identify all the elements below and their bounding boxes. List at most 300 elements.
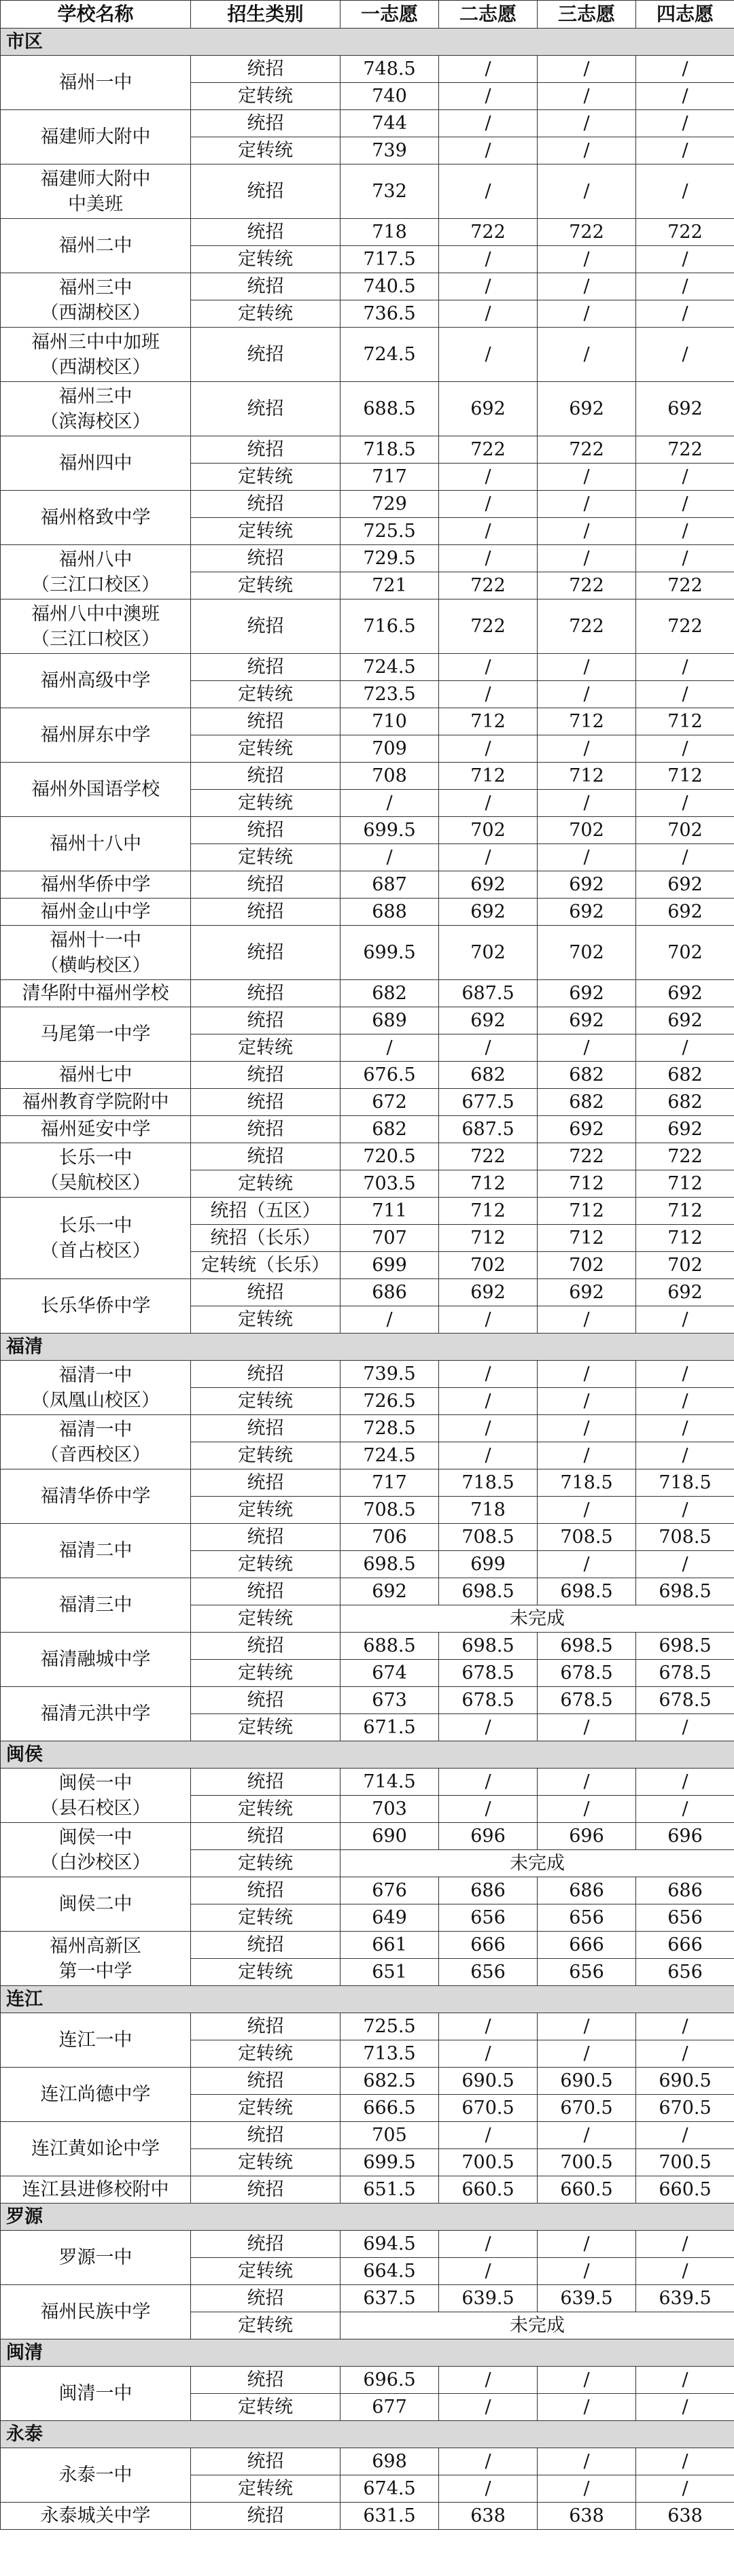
school-name-line: 福清融城中学 <box>40 1649 151 1670</box>
school-name-line: 长乐一中 <box>58 1147 133 1168</box>
first-choice-score: 748.5 <box>340 56 439 83</box>
header-admission-type: 招生类别 <box>191 1 340 29</box>
school-name <box>1 817 191 871</box>
third-choice-score: / <box>538 491 636 518</box>
first-choice-score: 698.5 <box>340 1551 439 1578</box>
third-choice-score: / <box>538 2122 636 2149</box>
table-row <box>1 926 734 980</box>
first-choice-score: 696.5 <box>340 2367 439 2394</box>
table-row <box>1 56 734 83</box>
school-name-line: 闽清一中 <box>58 2383 133 2404</box>
second-choice-score: 678.5 <box>439 1660 538 1687</box>
fourth-choice-score: 692 <box>636 871 734 899</box>
school-name-line: 连江尚德中学 <box>40 2084 151 2105</box>
first-choice-score: 687 <box>340 871 439 899</box>
third-choice-score: 692 <box>538 899 636 926</box>
first-choice-score: 676.5 <box>340 1062 439 1089</box>
header-fourth-choice: 四志愿 <box>636 1 734 29</box>
third-choice-score: / <box>538 2258 636 2285</box>
admission-type: 统招 <box>191 2285 340 2312</box>
school-name-line: 福州教育学院附中 <box>22 1092 169 1113</box>
admission-type: 统招 <box>191 1877 340 1904</box>
school-name-line: （西湖校区） <box>40 302 151 324</box>
school-name-line: 闽侯一中 <box>58 1826 133 1848</box>
second-choice-score: 712 <box>439 763 538 790</box>
third-choice-score: / <box>538 273 636 300</box>
school-name-line: 福州八中 <box>58 549 133 570</box>
school-name <box>1 1361 191 1415</box>
school-name <box>1 328 191 382</box>
table-row <box>1 2013 734 2040</box>
first-choice-score: 725.5 <box>340 2013 439 2040</box>
admission-type: 统招 <box>191 1633 340 1660</box>
admission-type: 定转统 <box>191 2394 340 2421</box>
table-row <box>1 2176 734 2204</box>
status-incomplete: 未完成 <box>340 2312 734 2339</box>
third-choice-score: / <box>538 2448 636 2475</box>
fourth-choice-score: / <box>636 518 734 545</box>
fourth-choice-score: / <box>636 545 734 572</box>
first-choice-score: 711 <box>340 1198 439 1225</box>
second-choice-score: 692 <box>439 382 538 436</box>
school-name <box>1 1578 191 1633</box>
admission-type: 定转统 <box>191 83 340 110</box>
fourth-choice-score: 692 <box>636 899 734 926</box>
admission-type: 定转统 <box>191 1660 340 1687</box>
school-name-line: （三江口校区） <box>31 574 160 595</box>
school-name <box>1 871 191 899</box>
third-choice-score: / <box>538 328 636 382</box>
third-choice-score: 708.5 <box>538 1524 636 1551</box>
school-name <box>1 763 191 817</box>
fourth-choice-score: / <box>636 654 734 681</box>
table-row <box>1 491 734 518</box>
second-choice-score: / <box>439 1361 538 1388</box>
first-choice-score: 720.5 <box>340 1143 439 1170</box>
fourth-choice-score: / <box>636 1415 734 1442</box>
first-choice-score: 694.5 <box>340 2231 439 2258</box>
fourth-choice-score: / <box>636 300 734 328</box>
header-second-choice: 二志愿 <box>439 1 538 29</box>
school-name-line: 福清一中 <box>58 1418 133 1440</box>
fourth-choice-score: / <box>636 273 734 300</box>
third-choice-score: / <box>538 2367 636 2394</box>
school-name-line: 福州金山中学 <box>40 901 151 922</box>
fourth-choice-score: / <box>636 2013 734 2040</box>
table-row <box>1 2068 734 2095</box>
fourth-choice-score: / <box>636 844 734 871</box>
first-choice-score: 709 <box>340 735 439 763</box>
admission-type: 定转统 <box>191 1904 340 1932</box>
admission-type: 定转统 <box>191 246 340 273</box>
school-name <box>1 1116 191 1143</box>
table-row <box>1 328 734 382</box>
first-choice-score: 690 <box>340 1823 439 1850</box>
first-choice-score: 708 <box>340 763 439 790</box>
fourth-choice-score: / <box>636 1551 734 1578</box>
first-choice-score: 718 <box>340 219 439 246</box>
first-choice-score: 717.5 <box>340 246 439 273</box>
first-choice-score: 688 <box>340 899 439 926</box>
fourth-choice-score: / <box>636 2475 734 2503</box>
third-choice-score: / <box>538 110 636 137</box>
third-choice-score: / <box>538 1551 636 1578</box>
region-row <box>1 2204 734 2231</box>
school-name-line: 福建师大附中 <box>40 126 151 147</box>
fourth-choice-score: 702 <box>636 926 734 980</box>
fourth-choice-score: 656 <box>636 1904 734 1932</box>
fourth-choice-score: / <box>636 2394 734 2421</box>
admission-type: 统招 <box>191 2176 340 2204</box>
table-row <box>1 2285 734 2312</box>
fourth-choice-score: / <box>636 1388 734 1415</box>
third-choice-score: 638 <box>538 2503 636 2530</box>
third-choice-score: / <box>538 1388 636 1415</box>
second-choice-score: 712 <box>439 708 538 735</box>
school-name <box>1 436 191 491</box>
admission-type: 统招 <box>191 273 340 300</box>
school-name <box>1 2176 191 2204</box>
fourth-choice-score: 698.5 <box>636 1578 734 1605</box>
admission-type: 统招 <box>191 164 340 219</box>
first-choice-score: 703 <box>340 1796 439 1823</box>
third-choice-score: / <box>538 83 636 110</box>
third-choice-score: / <box>538 1306 636 1334</box>
first-choice-score: 688.5 <box>340 1633 439 1660</box>
second-choice-score: 722 <box>439 599 538 654</box>
second-choice-score: / <box>439 110 538 137</box>
second-choice-score: 722 <box>439 1143 538 1170</box>
fourth-choice-score: 712 <box>636 708 734 735</box>
region-name: 市区 <box>1 29 734 56</box>
second-choice-score: / <box>439 2013 538 2040</box>
school-name <box>1 110 191 164</box>
school-name <box>1 2285 191 2339</box>
third-choice-score: 722 <box>538 1143 636 1170</box>
admission-type: 定转统 <box>191 1959 340 1986</box>
school-name-line: （滨海校区） <box>40 411 151 432</box>
fourth-choice-score: 678.5 <box>636 1660 734 1687</box>
third-choice-score: / <box>538 2475 636 2503</box>
admission-type: 统招 <box>191 2068 340 2095</box>
admission-type: 统招 <box>191 2503 340 2530</box>
second-choice-score: 718 <box>439 1497 538 1524</box>
second-choice-score: 708.5 <box>439 1524 538 1551</box>
fourth-choice-score: / <box>636 2367 734 2394</box>
fourth-choice-score: / <box>636 2258 734 2285</box>
school-name-line: 福清元洪中学 <box>40 1703 151 1724</box>
second-choice-score: 702 <box>439 1252 538 1279</box>
fourth-choice-score: / <box>636 1769 734 1796</box>
third-choice-score: 712 <box>538 1198 636 1225</box>
second-choice-score: / <box>439 300 538 328</box>
third-choice-score: 702 <box>538 817 636 844</box>
fourth-choice-score: 678.5 <box>636 1687 734 1714</box>
school-name-line: 连江县进修校附中 <box>22 2179 169 2200</box>
fourth-choice-score: 682 <box>636 1062 734 1089</box>
third-choice-score: / <box>538 1796 636 1823</box>
admission-type: 统招 <box>191 1687 340 1714</box>
admission-type: 定转统 <box>191 1034 340 1062</box>
second-choice-score: / <box>439 137 538 164</box>
fourth-choice-score: / <box>636 464 734 491</box>
second-choice-score: 698.5 <box>439 1633 538 1660</box>
table-row <box>1 1932 734 1959</box>
third-choice-score: / <box>538 56 636 83</box>
admission-type: 定转统 <box>191 1796 340 1823</box>
school-name-line: 连江黄如论中学 <box>31 2138 160 2159</box>
third-choice-score: 700.5 <box>538 2149 636 2176</box>
school-name-line: 福州高新区 <box>50 1935 141 1957</box>
first-choice-score: 710 <box>340 708 439 735</box>
table-row <box>1 654 734 681</box>
school-name <box>1 1823 191 1877</box>
third-choice-score: 712 <box>538 1225 636 1252</box>
third-choice-score: / <box>538 1361 636 1388</box>
second-choice-score: 692 <box>439 871 538 899</box>
school-name-line: 福州一中 <box>58 72 133 93</box>
third-choice-score: 722 <box>538 572 636 599</box>
admission-type: 统招 <box>191 1769 340 1796</box>
third-choice-score: / <box>538 2394 636 2421</box>
admission-type: 定转统 <box>191 1170 340 1198</box>
third-choice-score: 656 <box>538 1959 636 1986</box>
first-choice-score: / <box>340 1306 439 1334</box>
school-name-line: 福州延安中学 <box>40 1119 151 1140</box>
school-name-line: 连江一中 <box>58 2030 133 2051</box>
fourth-choice-score: 639.5 <box>636 2285 734 2312</box>
third-choice-score: 722 <box>538 219 636 246</box>
third-choice-score: 698.5 <box>538 1633 636 1660</box>
school-name-line: 中美班 <box>68 193 123 215</box>
admission-type: 统招 <box>191 1932 340 1959</box>
school-name <box>1 273 191 328</box>
first-choice-score: 649 <box>340 1904 439 1932</box>
second-choice-score: 660.5 <box>439 2176 538 2204</box>
table-row <box>1 1877 734 1904</box>
first-choice-score: / <box>340 1034 439 1062</box>
second-choice-score: 682 <box>439 1062 538 1089</box>
region-name: 连江 <box>1 1986 734 2013</box>
third-choice-score: / <box>538 518 636 545</box>
fourth-choice-score: 700.5 <box>636 2149 734 2176</box>
admission-type: 统招（五区） <box>191 1198 340 1225</box>
third-choice-score: 692 <box>538 382 636 436</box>
admission-type: 定转统 <box>191 844 340 871</box>
fourth-choice-score: / <box>636 790 734 817</box>
first-choice-score: 728.5 <box>340 1415 439 1442</box>
first-choice-score: 692 <box>340 1578 439 1605</box>
table-row <box>1 1007 734 1034</box>
first-choice-score: 732 <box>340 164 439 219</box>
school-name-line: 第一中学 <box>58 1960 133 1982</box>
school-name-line: 福清一中 <box>58 1364 133 1386</box>
admission-type: 定转统 <box>191 1442 340 1469</box>
third-choice-score: 690.5 <box>538 2068 636 2095</box>
first-choice-score: 718.5 <box>340 436 439 464</box>
admission-type: 定转统 <box>191 681 340 708</box>
admission-type: 定转统 <box>191 2149 340 2176</box>
fourth-choice-score: 690.5 <box>636 2068 734 2095</box>
fourth-choice-score: 638 <box>636 2503 734 2530</box>
first-choice-score: 729 <box>340 491 439 518</box>
admission-type: 统招 <box>191 899 340 926</box>
admission-type: 统招 <box>191 2448 340 2475</box>
admission-type: 统招 <box>191 545 340 572</box>
table-row <box>1 1469 734 1497</box>
first-choice-score: 699.5 <box>340 2149 439 2176</box>
third-choice-score: / <box>538 2013 636 2040</box>
first-choice-score: 739 <box>340 137 439 164</box>
second-choice-score: 692 <box>439 1007 538 1034</box>
second-choice-score: / <box>439 56 538 83</box>
third-choice-score: 692 <box>538 1116 636 1143</box>
second-choice-score: / <box>439 1769 538 1796</box>
third-choice-score: / <box>538 790 636 817</box>
second-choice-score: / <box>439 1034 538 1062</box>
table-row <box>1 817 734 844</box>
table-header <box>1 1 734 29</box>
school-name-line: （首占校区） <box>40 1240 151 1261</box>
admission-type: 统招 <box>191 2122 340 2149</box>
school-name <box>1 1279 191 1334</box>
table-row <box>1 1823 734 1850</box>
fourth-choice-score: / <box>636 1796 734 1823</box>
fourth-choice-score: / <box>636 56 734 83</box>
school-name-line: 福建师大附中 <box>40 168 151 190</box>
school-name-line: 罗源一中 <box>58 2247 133 2268</box>
first-choice-score: / <box>340 790 439 817</box>
third-choice-score: / <box>538 1497 636 1524</box>
second-choice-score: / <box>439 545 538 572</box>
region-name: 罗源 <box>1 2204 734 2231</box>
school-name <box>1 980 191 1007</box>
school-name <box>1 2013 191 2068</box>
fourth-choice-score: / <box>636 735 734 763</box>
school-name-line: （吴航校区） <box>40 1172 151 1194</box>
school-name <box>1 2231 191 2285</box>
fourth-choice-score: 708.5 <box>636 1524 734 1551</box>
admission-type: 定转统 <box>191 572 340 599</box>
table-row <box>1 436 734 464</box>
third-choice-score: 696 <box>538 1823 636 1850</box>
admission-type: 定转统 <box>191 735 340 763</box>
first-choice-score: 676 <box>340 1877 439 1904</box>
first-choice-score: 721 <box>340 572 439 599</box>
admission-type: 定转统 <box>191 1306 340 1334</box>
first-choice-score: / <box>340 844 439 871</box>
third-choice-score: / <box>538 844 636 871</box>
fourth-choice-score: / <box>636 110 734 137</box>
first-choice-score: 682 <box>340 980 439 1007</box>
first-choice-score: 740.5 <box>340 273 439 300</box>
fourth-choice-score: / <box>636 1442 734 1469</box>
second-choice-score: 699 <box>439 1551 538 1578</box>
second-choice-score: 702 <box>439 926 538 980</box>
table-row <box>1 899 734 926</box>
second-choice-score: / <box>439 491 538 518</box>
second-choice-score: / <box>439 328 538 382</box>
first-choice-score: 736.5 <box>340 300 439 328</box>
table-row <box>1 1769 734 1796</box>
table-row <box>1 2122 734 2149</box>
school-name-line: 永泰城关中学 <box>40 2505 151 2526</box>
fourth-choice-score: / <box>636 2122 734 2149</box>
first-choice-score: 744 <box>340 110 439 137</box>
second-choice-score: / <box>439 164 538 219</box>
third-choice-score: / <box>538 654 636 681</box>
second-choice-score: 722 <box>439 219 538 246</box>
school-name-line: （白沙校区） <box>40 1851 151 1873</box>
table-row <box>1 1687 734 1714</box>
third-choice-score: / <box>538 2231 636 2258</box>
admission-type: 定转统 <box>191 518 340 545</box>
region-row <box>1 1334 734 1361</box>
region-row <box>1 2339 734 2367</box>
school-name <box>1 899 191 926</box>
admission-type: 统招 <box>191 1089 340 1116</box>
table-row <box>1 2367 734 2394</box>
school-name-line: 长乐一中 <box>58 1215 133 1236</box>
first-choice-score: 688.5 <box>340 382 439 436</box>
school-name-line: （音西校区） <box>40 1444 151 1465</box>
school-name-line: 福清三中 <box>58 1595 133 1616</box>
region-name: 福清 <box>1 1334 734 1361</box>
second-choice-score: / <box>439 273 538 300</box>
admission-type: 统招 <box>191 219 340 246</box>
school-name <box>1 2122 191 2176</box>
third-choice-score: 686 <box>538 1877 636 1904</box>
second-choice-score: / <box>439 464 538 491</box>
first-choice-score: 698 <box>340 2448 439 2475</box>
third-choice-score: 666 <box>538 1932 636 1959</box>
second-choice-score: 700.5 <box>439 2149 538 2176</box>
admission-type: 统招 <box>191 2013 340 2040</box>
table-row <box>1 2448 734 2475</box>
admission-type: 定转统 <box>191 2312 340 2339</box>
second-choice-score: 677.5 <box>439 1089 538 1116</box>
header-third-choice: 三志愿 <box>538 1 636 29</box>
admission-type: 统招 <box>191 328 340 382</box>
admission-type: 定转统（长乐） <box>191 1252 340 1279</box>
admission-type: 统招 <box>191 382 340 436</box>
second-choice-score: / <box>439 518 538 545</box>
region-name: 永泰 <box>1 2421 734 2448</box>
school-name <box>1 2448 191 2503</box>
fourth-choice-score: / <box>636 164 734 219</box>
school-name <box>1 1469 191 1524</box>
admission-type: 定转统 <box>191 1605 340 1633</box>
table-row <box>1 1633 734 1660</box>
first-choice-score: 689 <box>340 1007 439 1034</box>
admission-type: 统招 <box>191 1007 340 1034</box>
admission-type: 统招 <box>191 817 340 844</box>
first-choice-score: 661 <box>340 1932 439 1959</box>
fourth-choice-score: 718.5 <box>636 1469 734 1497</box>
region-row <box>1 1986 734 2013</box>
second-choice-score: / <box>439 735 538 763</box>
fourth-choice-score: 692 <box>636 382 734 436</box>
table-row <box>1 545 734 572</box>
first-choice-score: 703.5 <box>340 1170 439 1198</box>
second-choice-score: 722 <box>439 572 538 599</box>
second-choice-score: 696 <box>439 1823 538 1850</box>
school-name-line: （县石校区） <box>40 1797 151 1819</box>
first-choice-score: 713.5 <box>340 2040 439 2068</box>
first-choice-score: 724.5 <box>340 1442 439 1469</box>
admission-type: 定转统 <box>191 1714 340 1741</box>
table-row <box>1 1578 734 1605</box>
